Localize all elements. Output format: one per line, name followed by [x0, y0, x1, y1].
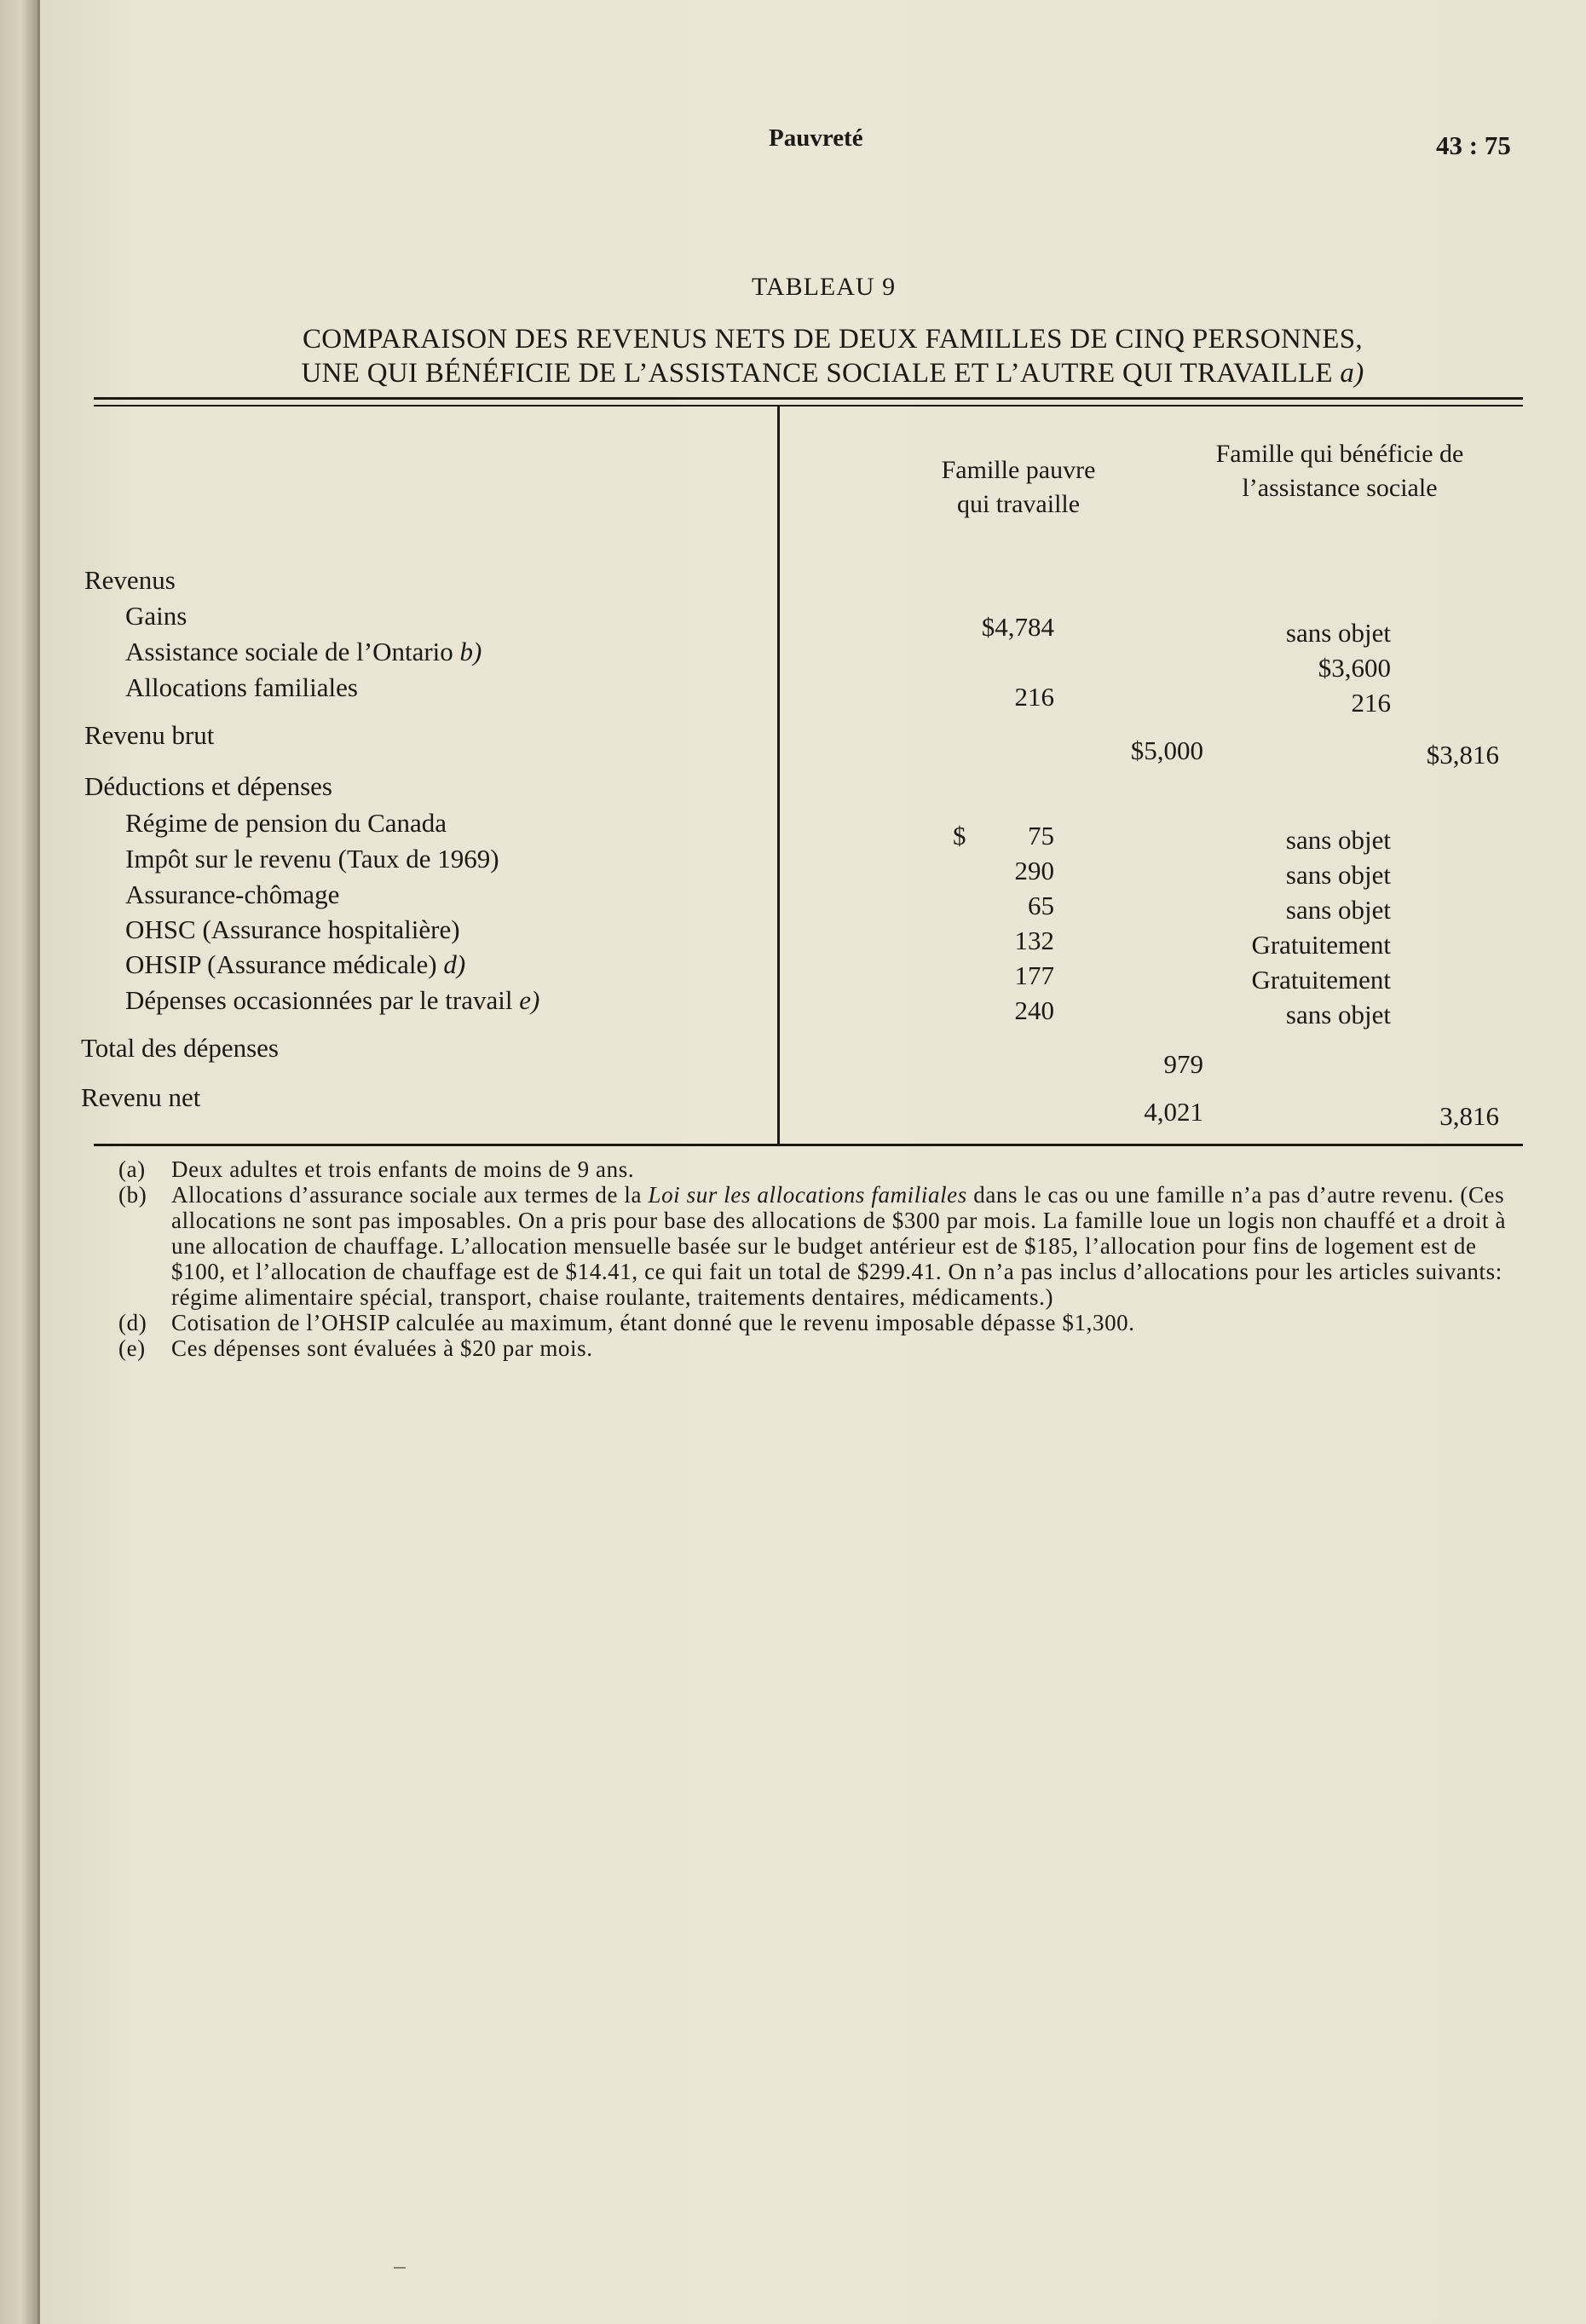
footnote-text — [171, 1182, 1525, 1310]
page — [40, 0, 1586, 2324]
table-title-line-2 — [168, 356, 1497, 390]
row-label-text: OHSIP (Assurance médicale) — [125, 949, 437, 979]
page-number: 43 : 75 — [1436, 130, 1511, 160]
assisted-total: 3,816 — [1439, 1101, 1499, 1131]
table-top-rule-2 — [94, 405, 1523, 407]
assisted-total: $3,816 — [1426, 740, 1499, 770]
assisted-value: sans objet — [1285, 618, 1391, 648]
footnote — [118, 1310, 1525, 1335]
row-label: Gains — [125, 601, 187, 631]
table-top-rule — [94, 397, 1523, 400]
working-value: 132 — [1014, 926, 1054, 955]
row-note: e) — [519, 985, 540, 1015]
working-currency: $ — [953, 821, 966, 851]
footnote-law-title: Loi sur les allocations familiales — [648, 1182, 967, 1208]
running-title: Pauvreté — [769, 124, 863, 152]
working-value: 290 — [1014, 856, 1054, 885]
row-label: Revenu brut — [84, 720, 215, 750]
working-value: 75 — [1028, 821, 1054, 851]
assisted-value: sans objet — [1285, 895, 1391, 925]
assisted-value: Gratuitement — [1251, 930, 1391, 960]
row-label: Impôt sur le revenu (Taux de 1969) — [125, 844, 499, 874]
row-label: Déductions et dépenses — [84, 771, 332, 801]
working-value: 216 — [1014, 682, 1054, 712]
row-label: OHSC (Assurance hospitalière) — [125, 914, 460, 944]
row-label — [125, 949, 465, 980]
assisted-value: sans objet — [1285, 860, 1391, 890]
table-bottom-rule — [94, 1144, 1523, 1146]
row-label: Régime de pension du Canada — [125, 808, 447, 838]
page-mark — [394, 2267, 406, 2269]
footnote-text-part: Allocations d’assurance sociale aux termes de la — [171, 1182, 649, 1208]
row-label: Revenus — [84, 565, 176, 595]
working-value: 177 — [1014, 960, 1054, 990]
table-title-line-1: COMPARAISON DES REVENUS NETS DE DEUX FAMILLES DE CINQ PERSONNES, — [303, 324, 1363, 355]
assisted-value: Gratuitement — [1251, 965, 1391, 995]
column-header-assisted: Famille qui bénéficie de l’assistance sociale — [1215, 440, 1464, 502]
footnote-text: Cotisation de l’OHSIP calculée au maximum, étant donné que le revenu imposable dépasse $1,300. — [171, 1310, 1135, 1335]
row-label: Allocations familiales — [125, 672, 358, 702]
footnote-text-part: dans le cas ou une famille n’a pas d’autre revenu. (Ces allocations ne sont pas imposables. On a pris pour base des allocations de $300 par mois. La famille loue un logis non chauffé et a droit à une allocation de chauffage. L’allocation mensuelle basée sur le budget antérieur est de $185, l’allocation pour fins de logement est de $100, et l’allocation de chauffage est de $14.41, ce qui fait un total de $299.41. On n’a pas inclus d’allocations pour les articles suivants: régime alimentaire spécial, transport, chaise roulante, traitements dentaires, médicaments.) — [171, 1182, 1507, 1310]
row-label — [125, 637, 482, 667]
row-label-text: Dépenses occasionnées par le travail — [125, 985, 513, 1015]
table-title-note: a) — [1340, 358, 1364, 389]
row-note: b) — [459, 637, 482, 666]
column-divider — [777, 407, 780, 1145]
working-value: 65 — [1028, 891, 1054, 920]
show-through-left — [799, 1572, 1122, 2203]
working-total: 979 — [1163, 1049, 1203, 1079]
table-title-line-2-text: UNE QUI BÉNÉFICIE DE L’ASSISTANCE SOCIALE ET L’AUTRE QUI TRAVAILLE — [301, 358, 1333, 389]
footnote-label: (a) — [118, 1156, 146, 1182]
footnote-text: Ces dépenses sont évaluées à $20 par mois. — [171, 1335, 593, 1361]
footnotes — [118, 1156, 1525, 1361]
row-label: Revenu net — [81, 1082, 201, 1112]
row-label — [125, 985, 539, 1016]
row-note: d) — [443, 949, 466, 979]
row-label: Assurance-chômage — [125, 879, 340, 909]
working-value: $4,784 — [981, 612, 1054, 642]
assisted-value: sans objet — [1285, 825, 1391, 855]
footnote — [118, 1335, 1525, 1361]
assisted-value: $3,600 — [1318, 653, 1391, 683]
table-number: TABLEAU 9 — [752, 273, 897, 301]
row-label-text: Assistance sociale de l’Ontario — [125, 637, 453, 666]
assisted-value: sans objet — [1285, 1000, 1391, 1029]
book-binding — [0, 0, 37, 2324]
footnote-label: (e) — [118, 1335, 146, 1361]
column-header-working: Famille pauvre qui travaille — [941, 456, 1096, 518]
footnote — [118, 1156, 1525, 1182]
footnote-label: (d) — [118, 1310, 147, 1335]
working-value: 240 — [1014, 995, 1054, 1025]
row-label: Total des dépenses — [81, 1033, 279, 1063]
footnote — [118, 1182, 1525, 1310]
footnote-label: (b) — [118, 1182, 147, 1208]
footnote-text: Deux adultes et trois enfants de moins de 9 ans. — [171, 1156, 635, 1182]
assisted-value: 216 — [1351, 688, 1391, 718]
table-title — [168, 322, 1497, 390]
working-total: 4,021 — [1144, 1097, 1203, 1127]
working-total: $5,000 — [1130, 735, 1203, 765]
